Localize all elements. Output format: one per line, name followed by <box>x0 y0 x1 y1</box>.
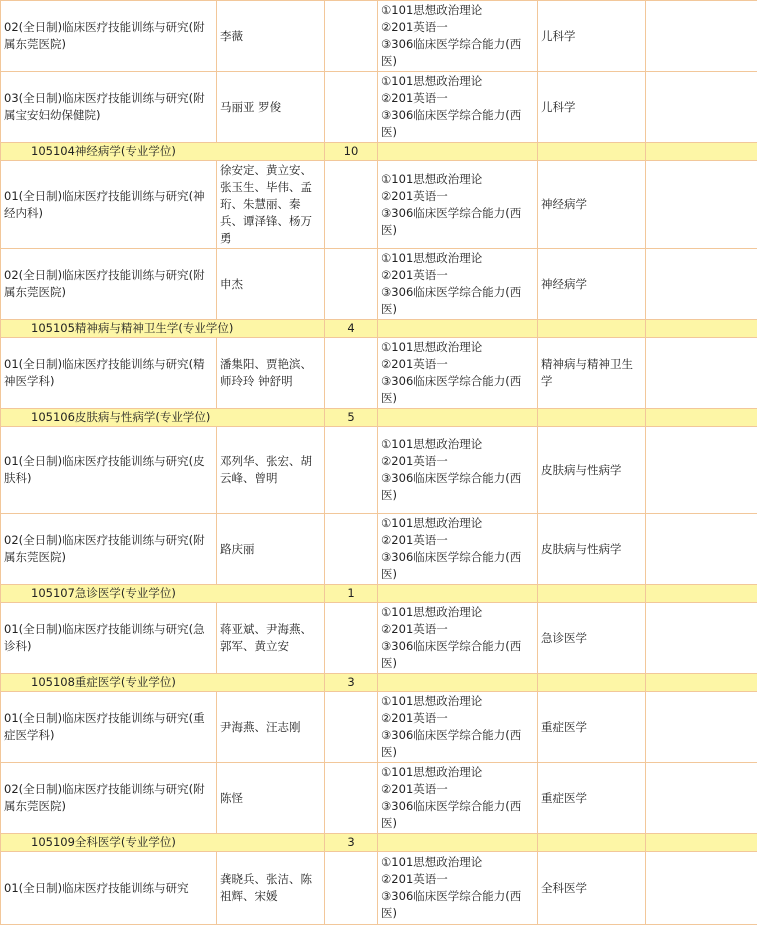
empty-cell <box>646 852 757 925</box>
exam-subject: ①101思想政治理论 <box>381 171 534 188</box>
exam-subjects <box>378 852 538 925</box>
retest-subject: 神经病学 <box>538 161 646 249</box>
advisor-names: 邓列华、张宏、胡云峰、曾明 <box>217 427 325 514</box>
empty-cell <box>325 1 378 72</box>
enrollment-count: 1 <box>325 585 378 603</box>
exam-subject: ③306临床医学综合能力(西医) <box>381 727 534 761</box>
advisor-names: 路庆丽 <box>217 514 325 585</box>
exam-subjects <box>378 692 538 763</box>
retest-subject: 精神病与精神卫生学 <box>538 338 646 409</box>
enrollment-count: 3 <box>325 834 378 852</box>
exam-subject: ①101思想政治理论 <box>381 436 534 453</box>
research-direction: 02(全日制)临床医疗技能训练与研究(附属东莞医院) <box>1 249 217 320</box>
empty-cell <box>378 834 538 852</box>
retest-subject: 皮肤病与性病学 <box>538 427 646 514</box>
empty-cell <box>646 338 757 409</box>
category-row <box>1 320 757 338</box>
research-direction: 02(全日制)临床医疗技能训练与研究(附属东莞医院) <box>1 763 217 834</box>
empty-cell <box>646 763 757 834</box>
empty-cell <box>646 320 757 338</box>
research-direction: 01(全日制)临床医疗技能训练与研究(神经内科) <box>1 161 217 249</box>
table-row <box>1 692 757 763</box>
empty-cell <box>646 834 757 852</box>
exam-subject: ①101思想政治理论 <box>381 764 534 781</box>
exam-subject: ①101思想政治理论 <box>381 693 534 710</box>
exam-subjects <box>378 1 538 72</box>
retest-subject: 重症医学 <box>538 763 646 834</box>
empty-cell <box>325 692 378 763</box>
exam-subject: ②201英语一 <box>381 267 534 284</box>
category-row <box>1 585 757 603</box>
exam-subjects <box>378 427 538 514</box>
exam-subjects <box>378 72 538 143</box>
empty-cell <box>378 585 538 603</box>
category-row <box>1 143 757 161</box>
retest-subject: 急诊医学 <box>538 603 646 674</box>
category-name: 105104神经病学(专业学位) <box>1 143 325 161</box>
exam-subjects <box>378 249 538 320</box>
empty-cell <box>646 427 757 514</box>
exam-subject: ①101思想政治理论 <box>381 515 534 532</box>
exam-subject: ③306临床医学综合能力(西医) <box>381 205 534 239</box>
exam-subject: ③306临床医学综合能力(西医) <box>381 373 534 407</box>
research-direction: 01(全日制)临床医疗技能训练与研究(皮肤科) <box>1 427 217 514</box>
advisor-names: 马丽亚 罗俊 <box>217 72 325 143</box>
table-row <box>1 427 757 514</box>
empty-cell <box>378 674 538 692</box>
enrollment-count: 5 <box>325 409 378 427</box>
category-row <box>1 674 757 692</box>
advisor-names: 蒋亚斌、尹海燕、郭军、黄立安 <box>217 603 325 674</box>
exam-subject: ②201英语一 <box>381 871 534 888</box>
retest-subject: 儿科学 <box>538 1 646 72</box>
empty-cell <box>325 161 378 249</box>
table-row <box>1 1 757 72</box>
exam-subjects <box>378 603 538 674</box>
empty-cell <box>646 585 757 603</box>
empty-cell <box>646 143 757 161</box>
research-direction: 02(全日制)临床医疗技能训练与研究(附属东莞医院) <box>1 1 217 72</box>
empty-cell <box>378 409 538 427</box>
empty-cell <box>538 834 646 852</box>
exam-subject: ①101思想政治理论 <box>381 604 534 621</box>
retest-subject: 重症医学 <box>538 692 646 763</box>
research-direction: 03(全日制)临床医疗技能训练与研究(附属宝安妇幼保健院) <box>1 72 217 143</box>
empty-cell <box>378 320 538 338</box>
table-row <box>1 72 757 143</box>
empty-cell <box>325 249 378 320</box>
empty-cell <box>538 320 646 338</box>
empty-cell <box>646 692 757 763</box>
exam-subject: ③306临床医学综合能力(西医) <box>381 888 534 922</box>
empty-cell <box>325 763 378 834</box>
category-row <box>1 834 757 852</box>
exam-subject: ③306临床医学综合能力(西医) <box>381 107 534 141</box>
table-row <box>1 763 757 834</box>
empty-cell <box>538 585 646 603</box>
empty-cell <box>646 603 757 674</box>
exam-subject: ②201英语一 <box>381 781 534 798</box>
exam-subject: ②201英语一 <box>381 453 534 470</box>
advisor-names: 陈怪 <box>217 763 325 834</box>
exam-subject: ①101思想政治理论 <box>381 854 534 871</box>
exam-subject: ③306临床医学综合能力(西医) <box>381 284 534 318</box>
empty-cell <box>646 72 757 143</box>
exam-subject: ①101思想政治理论 <box>381 73 534 90</box>
category-row <box>1 409 757 427</box>
advisor-names: 申杰 <box>217 249 325 320</box>
table-row <box>1 338 757 409</box>
category-name: 105109全科医学(专业学位) <box>1 834 325 852</box>
exam-subject: ②201英语一 <box>381 621 534 638</box>
retest-subject: 儿科学 <box>538 72 646 143</box>
empty-cell <box>325 338 378 409</box>
exam-subject: ③306临床医学综合能力(西医) <box>381 470 534 504</box>
table-row <box>1 249 757 320</box>
table-row <box>1 514 757 585</box>
advisor-names: 徐安定、黄立安、张玉生、毕伟、孟珩、朱慧丽、秦兵、谭泽锋、杨万勇 <box>217 161 325 249</box>
exam-subject: ②201英语一 <box>381 90 534 107</box>
empty-cell <box>325 514 378 585</box>
empty-cell <box>646 514 757 585</box>
empty-cell <box>378 143 538 161</box>
research-direction: 01(全日制)临床医疗技能训练与研究 <box>1 852 217 925</box>
exam-subject: ③306临床医学综合能力(西医) <box>381 638 534 672</box>
advisor-names: 尹海燕、汪志刚 <box>217 692 325 763</box>
empty-cell <box>646 409 757 427</box>
empty-cell <box>325 72 378 143</box>
category-name: 105106皮肤病与性病学(专业学位) <box>1 409 325 427</box>
empty-cell <box>646 161 757 249</box>
exam-subject: ②201英语一 <box>381 356 534 373</box>
empty-cell <box>325 603 378 674</box>
retest-subject: 全科医学 <box>538 852 646 925</box>
category-name: 105107急诊医学(专业学位) <box>1 585 325 603</box>
research-direction: 01(全日制)临床医疗技能训练与研究(急诊科) <box>1 603 217 674</box>
research-direction: 02(全日制)临床医疗技能训练与研究(附属东莞医院) <box>1 514 217 585</box>
exam-subjects <box>378 763 538 834</box>
advisor-names: 龚晓兵、张洁、陈祖辉、宋媛 <box>217 852 325 925</box>
exam-subject: ③306临床医学综合能力(西医) <box>381 36 534 70</box>
empty-cell <box>538 674 646 692</box>
table-row <box>1 603 757 674</box>
retest-subject: 神经病学 <box>538 249 646 320</box>
empty-cell <box>538 143 646 161</box>
empty-cell <box>646 674 757 692</box>
exam-subject: ①101思想政治理论 <box>381 2 534 19</box>
exam-subject: ③306临床医学综合能力(西医) <box>381 798 534 832</box>
exam-subject: ②201英语一 <box>381 19 534 36</box>
category-name: 105105精神病与精神卫生学(专业学位) <box>1 320 325 338</box>
exam-subject: ②201英语一 <box>381 188 534 205</box>
advisor-names: 李薇 <box>217 1 325 72</box>
enrollment-count: 3 <box>325 674 378 692</box>
exam-subjects <box>378 338 538 409</box>
empty-cell <box>646 249 757 320</box>
exam-subjects <box>378 161 538 249</box>
exam-subjects <box>378 514 538 585</box>
exam-subject: ③306临床医学综合能力(西医) <box>381 549 534 583</box>
empty-cell <box>325 852 378 925</box>
exam-subject: ②201英语一 <box>381 710 534 727</box>
exam-subject: ②201英语一 <box>381 532 534 549</box>
research-direction: 01(全日制)临床医疗技能训练与研究(重症医学科) <box>1 692 217 763</box>
enrollment-count: 10 <box>325 143 378 161</box>
empty-cell <box>646 1 757 72</box>
table-row <box>1 852 757 925</box>
category-name: 105108重症医学(专业学位) <box>1 674 325 692</box>
retest-subject: 皮肤病与性病学 <box>538 514 646 585</box>
admissions-table-body <box>1 1 757 925</box>
table-row <box>1 161 757 249</box>
enrollment-count: 4 <box>325 320 378 338</box>
advisor-names: 潘集阳、贾艳滨、师玲玲 钟舒明 <box>217 338 325 409</box>
empty-cell <box>538 409 646 427</box>
exam-subject: ①101思想政治理论 <box>381 250 534 267</box>
exam-subject: ①101思想政治理论 <box>381 339 534 356</box>
research-direction: 01(全日制)临床医疗技能训练与研究(精神医学科) <box>1 338 217 409</box>
empty-cell <box>325 427 378 514</box>
